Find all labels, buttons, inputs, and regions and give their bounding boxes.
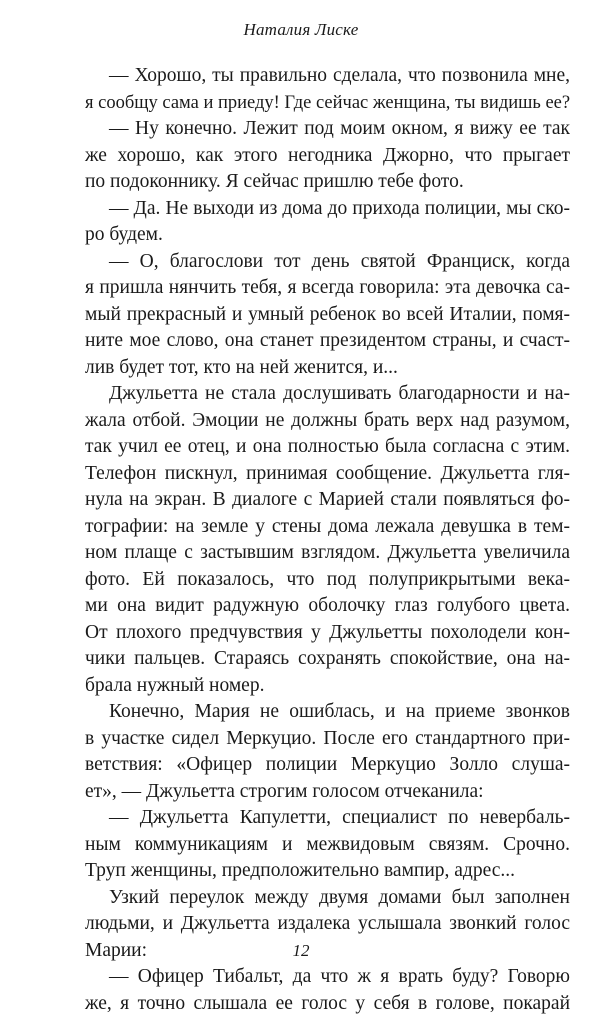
text-line: чики пальцев. Стараясь сохранять спокойствие, она на- — [85, 646, 570, 673]
page-number: 12 — [0, 941, 602, 961]
text-line: ро будем. — [85, 222, 570, 249]
text-line: нула на экран. В диалоге с Марией стали появляться фо- — [85, 487, 570, 514]
text-line: ми она видит радужную оболочку глаз голубого цвета. — [85, 593, 570, 620]
text-line: же хорошо, как этого негодника Джорно, что прыгает — [85, 143, 570, 170]
text-line: — Да. Не выходи из дома до прихода полиции, мы ско- — [85, 196, 570, 223]
text-line: я сообщу сама и приеду! Где сейчас женщина, ты видишь ее? — [85, 90, 570, 117]
text-line: так учил ее отец, и она полностью была согласна с этим. — [85, 434, 570, 461]
running-header-author: Наталия Лиске — [0, 20, 602, 40]
text-line: От плохого предчувствия у Джульетты похолодели кон- — [85, 620, 570, 647]
text-line: ном плаще с застывшим взглядом. Джульетта увеличила — [85, 540, 570, 567]
text-line: людьми, и Джульетта издалека услышала звонкий голос — [85, 911, 570, 938]
text-line: Конечно, Мария не ошиблась, и на приеме звонков — [85, 699, 570, 726]
text-line: в участке сидел Меркуцио. После его стандартного при- — [85, 726, 570, 753]
text-line: ет», — Джульетта строгим голосом отчеканила: — [85, 779, 570, 806]
text-line: брала нужный номер. — [85, 673, 570, 700]
text-line: мый прекрасный и умный ребенок во всей Италии, помя- — [85, 302, 570, 329]
text-line: Телефон пискнул, принимая сообщение. Джульетта гля- — [85, 461, 570, 488]
text-line: ным коммуникациям и межвидовым связям. Срочно. — [85, 832, 570, 859]
text-line: же, я точно слышала ее голос у себя в голове, покарай — [85, 991, 570, 1017]
text-line: — Ну конечно. Лежит под моим окном, я вижу ее так — [85, 116, 570, 143]
text-line: Марии: — [85, 938, 570, 965]
text-line: Узкий переулок между двумя домами был заполнен — [85, 885, 570, 912]
text-line: ветствия: «Офицер полиции Меркуцио Золло слуша- — [85, 752, 570, 779]
body-text — [85, 63, 570, 1017]
text-line: лив будет тот, кто на ней женится, и... — [85, 355, 570, 382]
text-line: — О, благослови тот день святой Франциск, когда — [85, 249, 570, 276]
text-line: — Джульетта Капулетти, специалист по невербаль- — [85, 805, 570, 832]
text-line: — Офицер Тибальт, да что ж я врать буду? Говорю — [85, 964, 570, 991]
text-line: я пришла нянчить тебя, я всегда говорила: эта девочка са- — [85, 275, 570, 302]
text-line: Труп женщины, предположительно вампир, адрес... — [85, 858, 570, 885]
text-line: ните мое слово, она станет президентом страны, и счаст- — [85, 328, 570, 355]
text-line: Джульетта не стала дослушивать благодарности и на- — [85, 381, 570, 408]
text-line: фото. Ей показалось, что под полуприкрытыми века- — [85, 567, 570, 594]
text-line: — Хорошо, ты правильно сделала, что позвонила мне, — [85, 63, 570, 90]
text-line: тографии: на земле у стены дома лежала девушка в тем- — [85, 514, 570, 541]
text-line: жала отбой. Эмоции не должны брать верх над разумом, — [85, 408, 570, 435]
text-line: по подоконнику. Я сейчас пришлю тебе фото. — [85, 169, 570, 196]
